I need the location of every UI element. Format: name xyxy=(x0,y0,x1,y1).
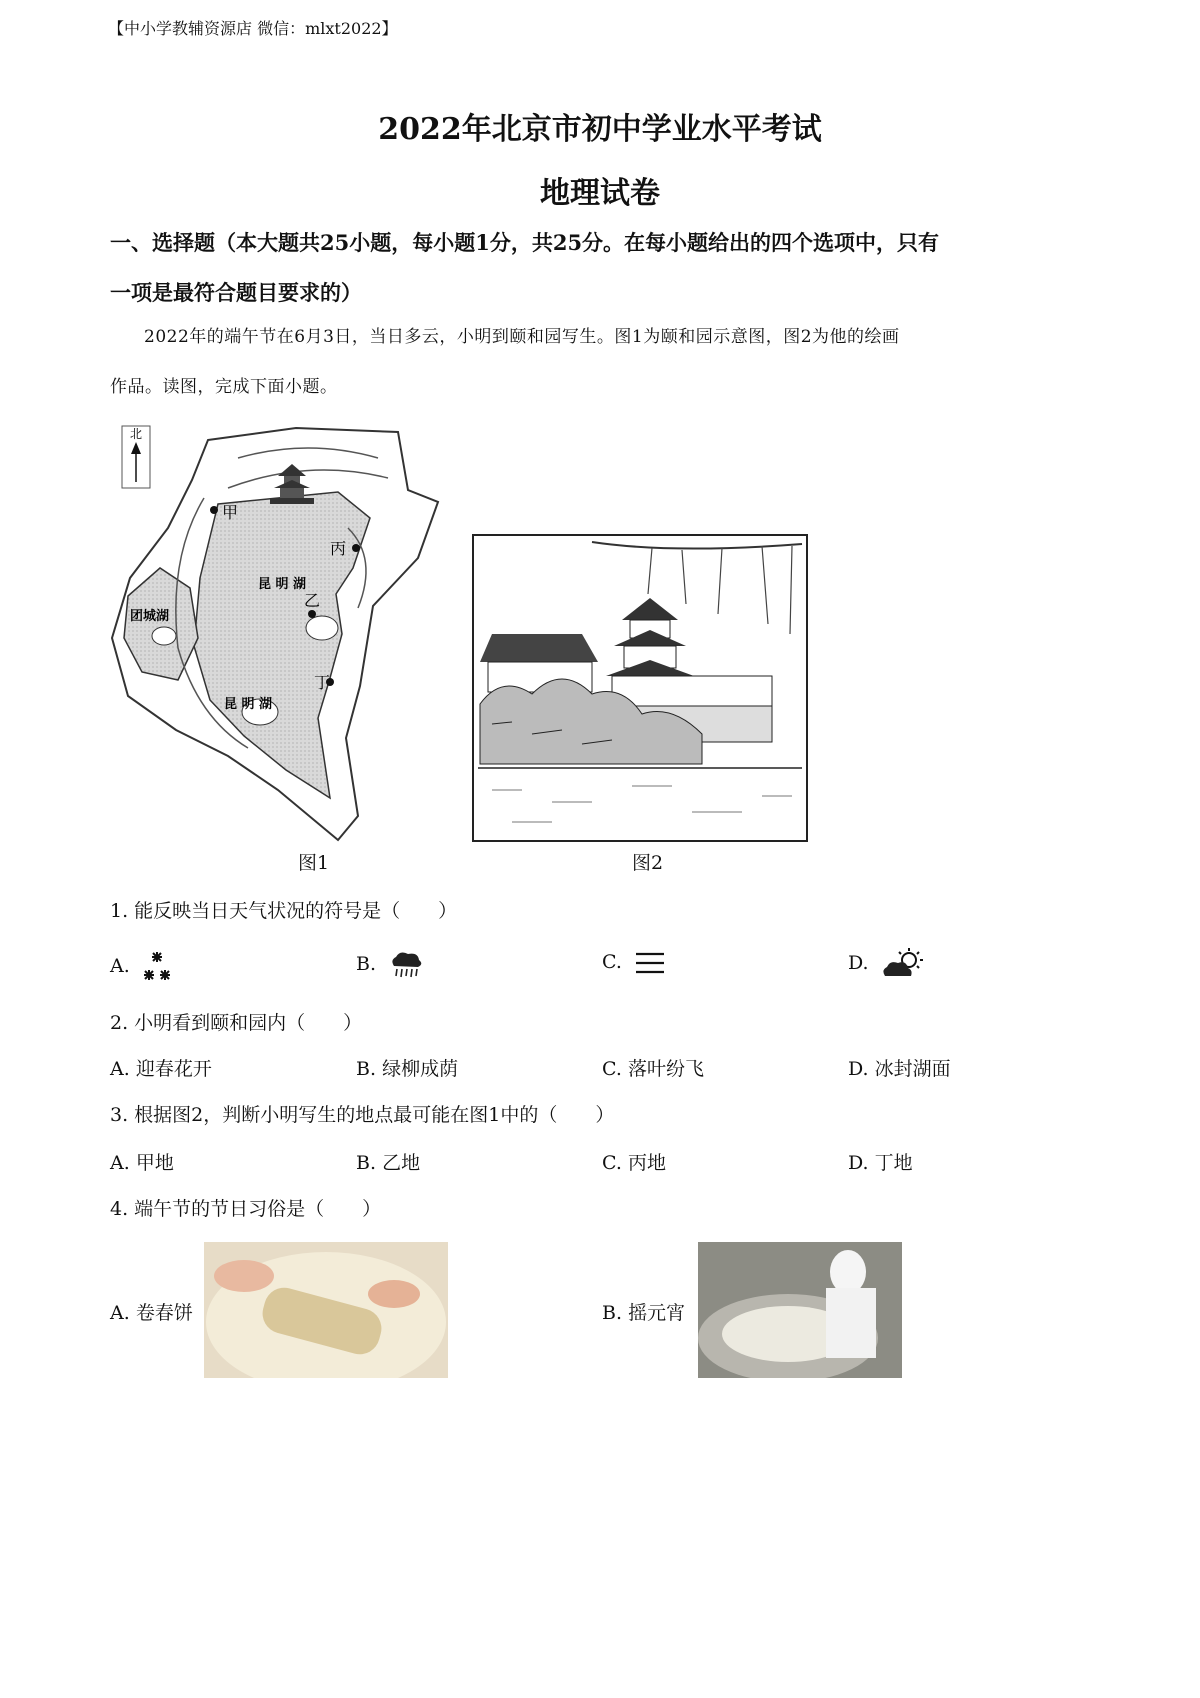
q2-option-d[interactable] xyxy=(848,1054,951,1081)
fog-icon xyxy=(634,950,666,976)
tuancheng-lake-label: 团城湖 xyxy=(130,609,170,624)
q2-option-c-label: C. xyxy=(602,1058,622,1080)
q4-option-a-label: A. xyxy=(110,1302,130,1324)
q2-option-c-text: 落叶纷飞 xyxy=(627,1058,704,1080)
question-3-stem: 3. 根据图2，判断小明写生的地点最可能在图1中的（ ） xyxy=(110,1104,615,1126)
q4-option-a[interactable] xyxy=(110,1298,193,1325)
north-arrow-icon xyxy=(122,426,150,488)
intro-text-1: 2022年的端午节在6月3日，当日多云，小明到颐和园写生。图1为颐和园示意图，图2为他的绘画 xyxy=(144,327,900,347)
partly-cloudy-icon xyxy=(881,948,925,980)
q3-option-a-text: 甲地 xyxy=(135,1152,174,1174)
north-label: 北 xyxy=(129,427,143,441)
q2-option-a-text: 迎春花开 xyxy=(135,1058,212,1080)
q3-option-b-label: B. xyxy=(356,1152,377,1174)
header-note: 【中小学教辅资源店 微信：mlxt2022】 xyxy=(108,19,398,38)
figure2-caption: 图2 xyxy=(632,852,664,874)
page-subtitle: 地理试卷 xyxy=(540,176,660,211)
q3-option-d-label: D. xyxy=(848,1152,869,1174)
q4-option-b-label: B. xyxy=(602,1302,623,1324)
q3-option-a[interactable] xyxy=(110,1148,174,1175)
q4-option-a-text: 卷春饼 xyxy=(135,1302,193,1324)
q3-option-b-text: 乙地 xyxy=(382,1152,421,1174)
q2-option-a[interactable] xyxy=(110,1054,212,1081)
page-title: 2022年北京市初中学业水平考试 xyxy=(378,112,822,147)
q1-option-b[interactable] xyxy=(356,950,424,980)
snow-icon xyxy=(142,950,172,984)
section-heading-line1: 一、选择题（本大题共25小题，每小题1分，共25分。在每小题给出的四个选项中，只有 xyxy=(110,230,940,255)
kunming-lake-label-top: 昆 明 湖 xyxy=(258,577,307,592)
intro-line1 xyxy=(110,312,1100,362)
intro-line2: 作品。读图，完成下面小题。 xyxy=(110,377,338,397)
rain-icon xyxy=(388,950,424,980)
q2-option-c[interactable] xyxy=(602,1054,704,1081)
kunming-lake-label-bottom: 昆 明 湖 xyxy=(224,697,273,712)
q1-option-a-label: A. xyxy=(110,955,130,977)
figure1-caption: 图1 xyxy=(298,852,330,874)
figure1-map xyxy=(108,418,454,846)
section-heading-line2: 一项是最符合题目要求的） xyxy=(110,280,362,305)
spring-pancake-photo xyxy=(204,1242,448,1378)
q2-option-b-label: B. xyxy=(356,1058,377,1080)
point-ding-label: 丁 xyxy=(314,673,331,692)
q2-option-d-label: D. xyxy=(848,1058,869,1080)
q3-option-a-label: A. xyxy=(110,1152,130,1174)
question-1-stem: 1. 能反映当日天气状况的符号是（ ） xyxy=(110,900,458,922)
q3-option-b[interactable] xyxy=(356,1148,420,1175)
q2-option-b-text: 绿柳成荫 xyxy=(382,1058,459,1080)
q1-option-b-label: B. xyxy=(356,953,377,975)
q2-option-d-text: 冰封湖面 xyxy=(874,1058,951,1080)
q3-option-d[interactable] xyxy=(848,1148,913,1175)
q1-option-d-label: D. xyxy=(848,952,869,974)
point-bing-label: 丙 xyxy=(330,539,347,558)
q4-option-b-text: 摇元宵 xyxy=(628,1302,686,1324)
question-4-stem: 4. 端午节的节日习俗是（ ） xyxy=(110,1198,382,1220)
q3-option-c-text: 丙地 xyxy=(627,1152,666,1174)
question-2-stem: 2. 小明看到颐和园内（ ） xyxy=(110,1012,363,1034)
q1-option-d[interactable] xyxy=(848,948,925,980)
point-jia-marker xyxy=(210,506,218,514)
q1-option-a[interactable] xyxy=(110,950,172,984)
figure2-drawing xyxy=(472,534,808,842)
q4-option-b[interactable] xyxy=(602,1298,685,1325)
yuanxiao-photo xyxy=(698,1242,902,1378)
q3-option-d-text: 丁地 xyxy=(874,1152,913,1174)
point-yi-label: 乙 xyxy=(304,591,321,610)
point-yi-marker xyxy=(308,610,316,618)
point-jia-label: 甲 xyxy=(222,503,239,522)
q1-option-c-label: C. xyxy=(602,951,622,973)
point-bing-marker xyxy=(352,544,360,552)
q2-option-a-label: A. xyxy=(110,1058,130,1080)
q3-option-c[interactable] xyxy=(602,1148,666,1175)
q1-option-c[interactable] xyxy=(602,950,666,976)
q2-option-b[interactable] xyxy=(356,1054,458,1081)
q3-option-c-label: C. xyxy=(602,1152,622,1174)
